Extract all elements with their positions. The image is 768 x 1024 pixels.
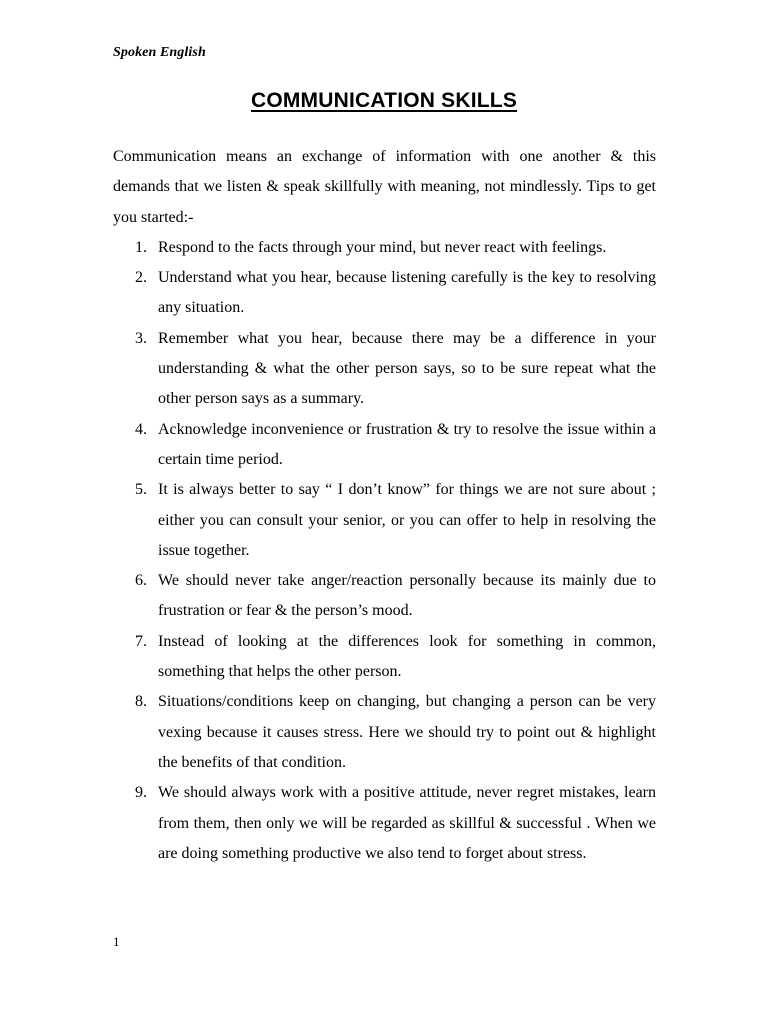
list-item-text: Remember what you hear, because there may be a difference in your understanding & what the other person says, so to be sure repeat what the other person says as a summary. (158, 329, 656, 408)
list-item-text: Understand what you hear, because listening carefully is the key to resolving any situation. (158, 269, 656, 317)
page-title: COMMUNICATION SKILLS (250, 89, 518, 112)
list-item (113, 324, 656, 415)
list-item-text: Instead of looking at the differences look for something in common, something that helps the other person. (158, 632, 656, 681)
tips-list (113, 233, 656, 869)
list-item (113, 475, 656, 566)
list-item-text: We should always work with a positive attitude, never regret mistakes, learn from them, then only we will be regarded as skillful & successful . When we are doing something productive we also tend to forget about stress. (158, 784, 656, 862)
list-item-number: 2. (135, 269, 147, 287)
list-item (113, 233, 656, 263)
list-item (113, 778, 656, 869)
list-item-number: 4. (135, 420, 147, 438)
list-item (113, 263, 656, 324)
list-item (113, 566, 656, 627)
list-item-text: Acknowledge inconvenience or frustration & try to resolve the issue within a certain time period. (158, 420, 656, 468)
page-number: 1 (113, 934, 120, 949)
list-item-number: 7. (135, 632, 147, 650)
intro-paragraph: Communication means an exchange of information with one another & this demands that we listen & speak skillfully with meaning, not mindlessly. Tips to get you started:- (113, 148, 656, 226)
list-item-number: 8. (135, 693, 147, 711)
list-item-number: 6. (135, 572, 147, 590)
list-item-number: 3. (135, 329, 147, 347)
document-body (113, 142, 656, 869)
list-item-text: Respond to the facts through your mind, but never react with feelings. (158, 238, 607, 256)
running-header: Spoken English (113, 45, 206, 60)
list-item (113, 627, 656, 688)
list-item-number: 1. (135, 238, 147, 256)
list-item-number: 9. (135, 784, 147, 802)
list-item-text: We should never take anger/reaction personally because its mainly due to frustration or fear & the person’s mood. (158, 572, 656, 620)
list-item (113, 687, 656, 778)
list-item-text: It is always better to say “ I don’t know” for things we are not sure about ; either you can consult your senior, or you can offer to help in resolving the issue together. (158, 481, 656, 559)
list-item-number: 5. (135, 481, 147, 499)
list-item-text: Situations/conditions keep on changing, but changing a person can be very vexing because it causes stress. Here we should try to point out & highlight the benefits of that condition. (158, 693, 656, 771)
list-item (113, 415, 656, 476)
